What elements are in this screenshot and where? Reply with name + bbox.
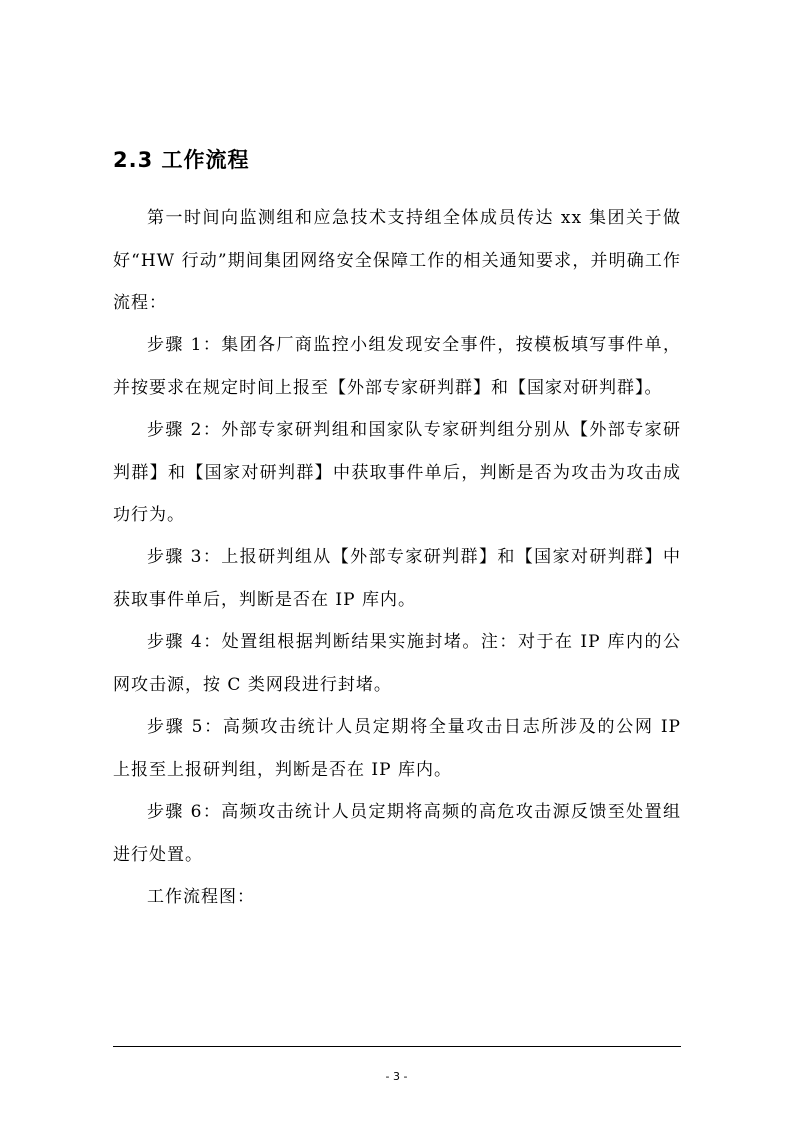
section-heading: 2.3 工作流程: [113, 148, 250, 172]
page-number: - 3 -: [385, 1070, 408, 1083]
step-3-paragraph: 步骤 3：上报研判组从【外部专家研判群】和【国家对研判群】中获取事件单后，判断是否在 IP 库内。: [113, 547, 681, 610]
step-6-paragraph: 步骤 6：高频攻击统计人员定期将高频的高危攻击源反馈至处置组进行处置。: [113, 802, 681, 865]
intro-paragraph: 第一时间向监测组和应急技术支持组全体成员传达 xx 集团关于做好“HW 行动”期间集团网络安全保障工作的相关通知要求，并明确工作流程：: [113, 208, 681, 313]
step-4-paragraph: 步骤 4：处置组根据判断结果实施封堵。注：对于在 IP 库内的公网攻击源，按 C 类网段进行封堵。: [113, 632, 681, 695]
step-2-paragraph: 步骤 2：外部专家研判组和国家队专家研判组分别从【外部专家研判群】和【国家对研判群】中获取事件单后，判断是否为攻击为攻击成功行为。: [113, 420, 681, 525]
step-5-paragraph: 步骤 5：高频攻击统计人员定期将全量攻击日志所涉及的公网 IP 上报至上报研判组，判断是否在 IP 库内。: [113, 717, 681, 780]
footer-divider: [113, 1046, 681, 1047]
flowchart-caption: 工作流程图：: [147, 887, 255, 907]
step-1-paragraph: 步骤 1：集团各厂商监控小组发现安全事件，按模板填写事件单，并按要求在规定时间上报至【外部专家研判群】和【国家对研判群】。: [113, 335, 681, 398]
